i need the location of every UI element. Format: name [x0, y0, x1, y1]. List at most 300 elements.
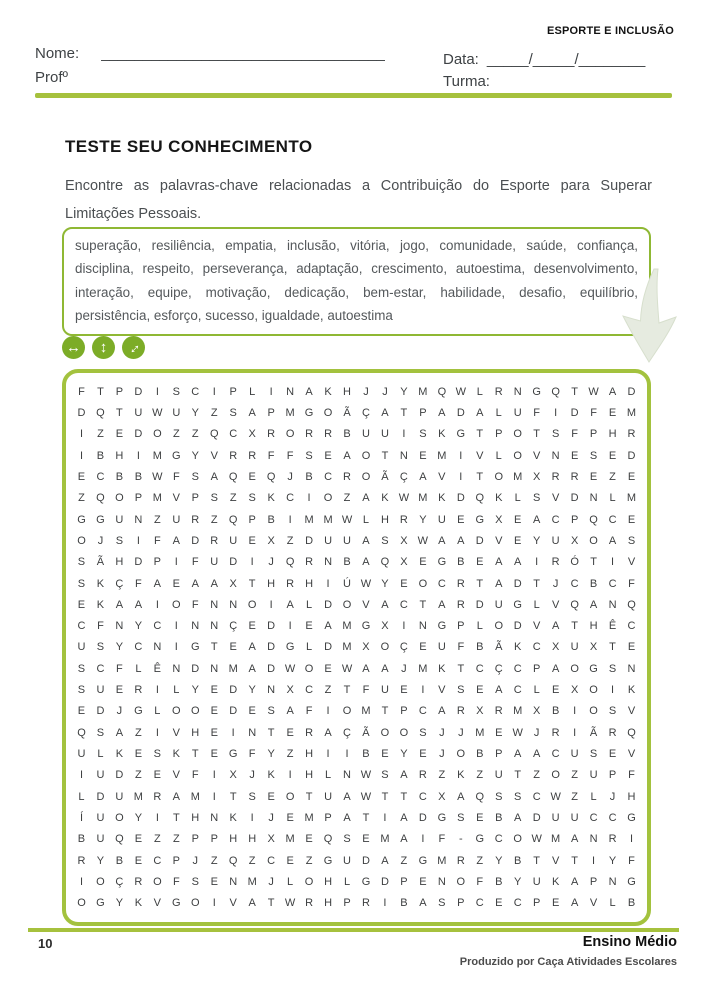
grid-cell: I — [421, 833, 425, 846]
grid-cell: Q — [96, 492, 105, 505]
grid-cell: F — [457, 641, 465, 654]
grid-cell: V — [589, 897, 598, 910]
grid-cell: S — [96, 726, 105, 739]
grid-cell: C — [608, 513, 617, 526]
grid-cell: O — [323, 406, 333, 419]
grid-cell: K — [115, 748, 124, 761]
grid-cell: G — [96, 513, 105, 526]
grid-cell: A — [589, 598, 598, 611]
grid-cell: D — [570, 406, 579, 419]
grid-cell: C — [77, 620, 86, 633]
grid-cell: F — [628, 854, 635, 867]
grid-cell: T — [210, 641, 218, 654]
word-search-grid — [72, 381, 641, 914]
grid-cell: K — [457, 769, 465, 782]
grid-cell: M — [190, 790, 200, 803]
grid-cell: S — [381, 769, 389, 782]
grid-cell: C — [589, 812, 598, 825]
grid-cell: A — [570, 897, 579, 910]
grid-cell: R — [456, 577, 465, 590]
grid-cell: S — [495, 790, 503, 803]
grid-cell: N — [210, 620, 219, 633]
grid-cell: K — [96, 598, 105, 611]
grid-cell: P — [248, 513, 256, 526]
grid-cell: R — [305, 428, 314, 441]
grid-cell: Q — [589, 513, 598, 526]
grid-cell: B — [115, 854, 124, 867]
grid-cell: V — [495, 534, 503, 547]
grid-cell: H — [305, 769, 314, 782]
grid-cell: T — [343, 684, 351, 697]
grid-cell: B — [400, 897, 408, 910]
grid-cell: P — [533, 897, 541, 910]
grid-cell: I — [174, 556, 178, 569]
grid-cell: I — [155, 684, 159, 697]
grid-cell: A — [608, 385, 617, 398]
grid-cell: X — [551, 641, 560, 654]
grid-cell: U — [437, 513, 446, 526]
grid-cell: U — [589, 769, 598, 782]
grid-cell: E — [77, 470, 86, 483]
grid-cell: X — [400, 534, 408, 547]
grid-cell: J — [609, 790, 616, 803]
grid-cell: E — [476, 684, 484, 697]
grid-cell: A — [381, 598, 389, 611]
grid-cell: D — [475, 534, 484, 547]
grid-cell: B — [627, 897, 636, 910]
grid-cell: L — [97, 748, 104, 761]
grid-cell: I — [231, 726, 235, 739]
grid-cell: Ã — [589, 726, 598, 739]
grid-cell: N — [115, 620, 124, 633]
word-list-box: superação, resiliência, empatia, inclusão, vitória, jogo, comunidade, saúde, confiança, disciplina, respeito, perseverança, adaptação, crescimento, autoestima, desenvolvimento, interação, equipe, motivação, dedicação, bem-estar, habilidade, desafio, equilíbrio, persistência, esforço, sucesso, igualdade, autoestima — [62, 227, 651, 336]
grid-cell: G — [172, 449, 181, 462]
grid-cell: L — [287, 876, 294, 889]
grid-cell: Q — [285, 556, 295, 569]
grid-cell: I — [155, 598, 159, 611]
grid-cell: Q — [627, 726, 636, 739]
grid-cell: Z — [476, 854, 484, 867]
grid-cell: J — [439, 726, 445, 739]
grid-cell: O — [342, 598, 352, 611]
grid-cell: I — [269, 385, 273, 398]
grid-cell: I — [269, 598, 273, 611]
grid-cell: N — [286, 385, 295, 398]
grid-cell: A — [381, 854, 389, 867]
grid-cell: D — [96, 705, 105, 718]
grid-cell: R — [134, 876, 143, 889]
grid-cell: N — [229, 876, 238, 889]
grid-cell: R — [418, 769, 427, 782]
grid-cell: D — [362, 854, 370, 867]
grid-cell: J — [552, 577, 559, 590]
grid-cell: P — [115, 385, 124, 398]
grid-cell: C — [551, 748, 560, 761]
grid-cell: D — [627, 449, 636, 462]
grid-cell: N — [210, 598, 219, 611]
grid-cell: G — [475, 513, 485, 526]
grid-cell: B — [514, 854, 522, 867]
grid-cell: A — [438, 406, 446, 419]
grid-cell: X — [570, 534, 579, 547]
grid-cell: A — [551, 662, 560, 675]
grid-cell: Ç — [115, 876, 124, 889]
grid-cell: F — [191, 598, 199, 611]
grid-cell: R — [551, 556, 560, 569]
grid-cell: D — [134, 385, 143, 398]
grid-cell: U — [570, 748, 579, 761]
grid-cell: N — [210, 812, 219, 825]
grid-cell: W — [360, 790, 372, 803]
grid-cell: A — [153, 577, 162, 590]
grid-cell: A — [495, 577, 503, 590]
grid-cell: T — [267, 726, 275, 739]
grid-cell: H — [589, 620, 598, 633]
grid-cell: K — [267, 492, 275, 505]
grid-cell: B — [96, 449, 105, 462]
grid-cell: A — [400, 812, 408, 825]
grid-cell: I — [136, 534, 140, 547]
grid-cell: I — [326, 748, 330, 761]
grid-cell: I — [155, 812, 159, 825]
grid-cell: B — [476, 748, 484, 761]
grid-cell: Y — [115, 897, 124, 910]
grid-cell: N — [134, 513, 143, 526]
grid-cell: U — [210, 556, 219, 569]
grid-cell: E — [627, 641, 636, 654]
grid-cell: U — [437, 641, 446, 654]
grid-cell: Ç — [229, 620, 238, 633]
grid-cell: X — [400, 556, 408, 569]
grid-cell: Z — [571, 790, 578, 803]
grid-cell: L — [533, 598, 540, 611]
grid-cell: U — [324, 534, 333, 547]
grid-cell: S — [77, 684, 86, 697]
grid-cell: Y — [400, 748, 408, 761]
grid-cell: Z — [172, 833, 180, 846]
grid-cell: P — [589, 876, 598, 889]
grid-cell: E — [210, 726, 218, 739]
grid-cell: H — [380, 513, 389, 526]
grid-cell: X — [570, 684, 579, 697]
page-title: TESTE SEU CONHECIMENTO — [65, 137, 313, 156]
grid-cell: E — [134, 854, 143, 867]
grid-cell: E — [305, 833, 313, 846]
grid-cell: T — [419, 598, 427, 611]
grid-cell: D — [324, 641, 333, 654]
grid-cell: K — [514, 641, 522, 654]
grid-cell: L — [514, 492, 521, 505]
grid-cell: I — [79, 449, 83, 462]
grid-cell: P — [229, 385, 237, 398]
grid-cell: R — [551, 470, 560, 483]
instructions-text: Encontre as palavras-chave relacionadas a Contribuição do Esporte para Superar Limitações Pessoais. — [65, 178, 652, 223]
grid-cell: J — [192, 854, 199, 867]
grid-cell: U — [380, 684, 389, 697]
grid-cell: S — [77, 577, 86, 590]
grid-cell: D — [96, 790, 105, 803]
grid-cell: Q — [551, 385, 560, 398]
grid-cell: Z — [533, 769, 541, 782]
grid-cell: Q — [380, 556, 390, 569]
grid-cell: S — [457, 812, 465, 825]
grid-cell: G — [361, 620, 371, 633]
grid-cell: J — [97, 534, 104, 547]
grid-cell: T — [571, 620, 578, 633]
grid-cell: O — [589, 534, 598, 547]
grid-cell: Z — [97, 428, 104, 441]
grid-cell: F — [78, 385, 85, 398]
grid-cell: P — [324, 812, 332, 825]
grid-cell: S — [115, 534, 124, 547]
grid-cell: M — [437, 449, 447, 462]
grid-cell: N — [267, 684, 276, 697]
grid-cell: P — [495, 748, 503, 761]
grid-cell: P — [589, 428, 598, 441]
grid-cell: Q — [209, 428, 219, 441]
grid-cell: F — [476, 876, 484, 889]
grid-cell: F — [628, 769, 635, 782]
grid-cell: F — [191, 769, 199, 782]
grid-cell: I — [326, 705, 330, 718]
grid-cell: E — [514, 513, 522, 526]
grid-cell: G — [418, 854, 428, 867]
grid-cell: U — [551, 534, 560, 547]
grid-cell: D — [134, 428, 143, 441]
grid-cell: G — [77, 513, 86, 526]
grid-cell: J — [116, 705, 123, 718]
grid-cell: M — [323, 513, 333, 526]
grid-cell: C — [153, 854, 162, 867]
grid-cell: I — [459, 470, 463, 483]
grid-cell: F — [571, 428, 578, 441]
grid-cell: O — [380, 726, 390, 739]
grid-cell: M — [418, 385, 428, 398]
grid-cell: E — [419, 556, 427, 569]
grid-cell: C — [475, 662, 484, 675]
grid-cell: P — [457, 620, 465, 633]
grid-cell: U — [115, 513, 124, 526]
grid-cell: A — [362, 492, 370, 505]
grid-cell: V — [172, 726, 180, 739]
grid-cell: S — [419, 726, 427, 739]
grid-cell: T — [362, 812, 370, 825]
grid-cell: A — [533, 748, 541, 761]
grid-cell: A — [362, 662, 370, 675]
grid-cell: O — [342, 705, 352, 718]
grid-cell: U — [77, 748, 86, 761]
grid-cell: B — [589, 577, 598, 590]
grid-cell: E — [608, 748, 617, 761]
grid-cell: U — [172, 513, 181, 526]
grid-cell: U — [96, 769, 105, 782]
grid-cell: V — [438, 470, 446, 483]
grid-cell: Q — [115, 833, 124, 846]
grid-cell: J — [363, 385, 369, 398]
grid-cell: J — [268, 812, 274, 825]
grid-cell: S — [191, 470, 199, 483]
grid-cell: Y — [267, 748, 275, 761]
grid-cell: Y — [514, 876, 522, 889]
grid-cell: A — [248, 897, 256, 910]
grid-cell: A — [362, 534, 370, 547]
grid-cell: G — [627, 812, 636, 825]
grid-cell: M — [304, 812, 314, 825]
grid-cell: X — [267, 534, 275, 547]
grid-cell: A — [514, 748, 522, 761]
grid-cell: H — [324, 876, 333, 889]
grid-cell: M — [437, 854, 447, 867]
grid-cell: X — [438, 790, 446, 803]
grid-cell: S — [305, 449, 313, 462]
grid-cell: I — [402, 620, 406, 633]
grid-cell: T — [571, 854, 578, 867]
grid-cell: L — [173, 684, 180, 697]
grid-cell: Ç — [399, 641, 408, 654]
worksheet-topic-tag: ESPORTE E INCLUSÃO — [546, 25, 674, 37]
grid-cell: L — [495, 406, 502, 419]
grid-cell: W — [550, 790, 561, 803]
grid-cell: V — [172, 769, 180, 782]
grid-cell: S — [589, 748, 598, 761]
grid-cell: E — [476, 812, 484, 825]
grid-cell: M — [285, 833, 295, 846]
grid-cell: D — [134, 556, 143, 569]
grid-cell: Ç — [362, 406, 370, 419]
grid-cell: T — [476, 428, 484, 441]
grid-cell: B — [115, 470, 124, 483]
grid-cell: D — [267, 620, 276, 633]
grid-cell: L — [362, 513, 370, 526]
grid-cell: T — [381, 449, 389, 462]
grid-cell: E — [248, 705, 256, 718]
grid-cell: D — [267, 641, 276, 654]
grid-cell: O — [456, 748, 466, 761]
grid-cell: O — [153, 428, 162, 441]
grid-cell: H — [267, 577, 276, 590]
grid-cell: Í — [79, 812, 83, 825]
grid-cell: F — [305, 705, 313, 718]
grid-cell: I — [288, 620, 292, 633]
grid-cell: F — [590, 406, 597, 419]
grid-cell: K — [172, 748, 180, 761]
grid-cell: T — [476, 470, 484, 483]
grid-cell: E — [210, 748, 218, 761]
grid-cell: V — [229, 897, 237, 910]
grid-cell: W — [152, 406, 163, 419]
name-row — [35, 45, 385, 62]
grid-cell: R — [77, 854, 86, 867]
grid-cell: I — [421, 684, 425, 697]
grid-cell: C — [267, 854, 276, 867]
grid-cell: B — [77, 833, 86, 846]
grid-cell: A — [172, 790, 180, 803]
grid-cell: I — [288, 513, 292, 526]
grid-cell: A — [343, 449, 351, 462]
grid-cell: T — [571, 385, 578, 398]
grid-cell: O — [172, 598, 181, 611]
grid-cell: N — [210, 662, 219, 675]
grid-cell: L — [590, 790, 597, 803]
grid-cell: G — [304, 406, 314, 419]
grid-cell: N — [172, 662, 181, 675]
grid-cell: C — [494, 833, 503, 846]
grid-cell: E — [115, 428, 124, 441]
grid-cell: Z — [400, 854, 408, 867]
grid-cell: O — [399, 726, 409, 739]
grid-cell: M — [342, 641, 352, 654]
grid-cell: S — [248, 790, 256, 803]
grid-cell: Ê — [608, 620, 617, 633]
grid-cell: R — [456, 854, 465, 867]
grid-cell: U — [96, 684, 105, 697]
grid-cell: V — [627, 705, 636, 718]
grid-cell: Q — [228, 470, 238, 483]
grid-cell: X — [248, 428, 256, 441]
grid-cell: P — [400, 705, 408, 718]
grid-cell: Q — [570, 598, 579, 611]
horizontal-arrow-icon: ↔ — [62, 336, 85, 359]
grid-cell: U — [570, 641, 579, 654]
grid-cell: X — [533, 470, 541, 483]
grid-cell: A — [495, 684, 503, 697]
grid-cell: B — [343, 428, 351, 441]
grid-cell: D — [513, 620, 522, 633]
grid-cell: L — [476, 620, 483, 633]
grid-cell: D — [229, 556, 238, 569]
grid-cell: W — [360, 769, 372, 782]
grid-cell: X — [533, 705, 541, 718]
grid-cell: D — [191, 662, 200, 675]
class-label: Turma: — [443, 73, 490, 90]
grid-cell: R — [305, 556, 314, 569]
grid-cell: P — [267, 406, 275, 419]
grid-cell: E — [286, 854, 294, 867]
grid-cell: Z — [135, 726, 142, 739]
grid-cell: N — [343, 769, 351, 782]
grid-cell: E — [419, 748, 427, 761]
grid-cell: M — [285, 406, 295, 419]
grid-cell: N — [191, 620, 200, 633]
grid-cell: E — [153, 769, 162, 782]
grid-cell: A — [457, 790, 465, 803]
grid-cell: G — [285, 641, 295, 654]
grid-cell: T — [229, 790, 237, 803]
grid-cell: Ã — [362, 726, 370, 739]
grid-cell: J — [287, 470, 293, 483]
grid-cell: I — [155, 726, 159, 739]
grid-cell: O — [304, 876, 314, 889]
grid-cell: O — [418, 577, 428, 590]
grid-cell: U — [324, 790, 333, 803]
grid-cell: A — [400, 769, 408, 782]
grid-cell: A — [343, 812, 351, 825]
grid-cell: V — [551, 492, 560, 505]
grid-cell: J — [401, 662, 407, 675]
grid-cell: P — [191, 833, 199, 846]
grid-cell: U — [513, 406, 522, 419]
grid-cell: N — [589, 833, 598, 846]
grid-cell: A — [608, 534, 617, 547]
grid-cell: S — [381, 534, 389, 547]
vertical-arrow-icon: ↕ — [92, 336, 115, 359]
grid-cell: D — [77, 406, 86, 419]
grid-cell: Y — [495, 854, 503, 867]
grid-cell: H — [115, 449, 124, 462]
grid-cell: R — [627, 428, 636, 441]
grid-cell: S — [248, 492, 256, 505]
grid-cell: S — [229, 406, 237, 419]
